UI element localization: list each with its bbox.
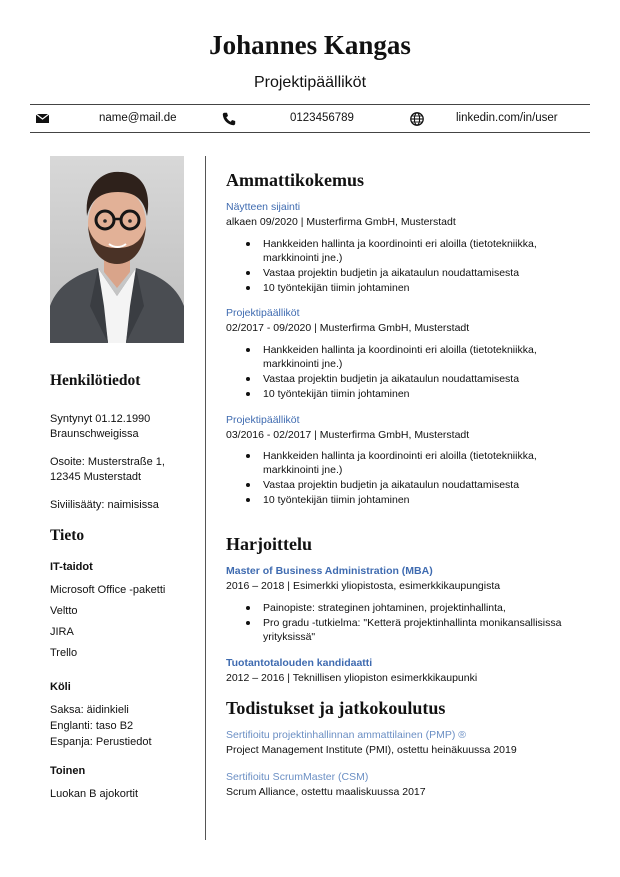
list-item: Vastaa projektin budjetin ja aikataulun noudattamisesta: [243, 478, 583, 492]
it-skill-item: Microsoft Office -paketti: [50, 584, 166, 596]
language-item: Englanti: taso B2: [50, 720, 134, 732]
certificate-title: Sertifioitu ScrumMaster (CSM): [226, 771, 369, 783]
marital-status: Siviilisääty: naimisissa: [50, 499, 159, 511]
contact-linkedin[interactable]: linkedin.com/in/user: [456, 112, 558, 124]
list-item: Hankkeiden hallinta ja koordinointi eri aloilla (tietotekniikka, markkinointi jne.): [243, 449, 583, 477]
resume-role: Projektipäälliköt: [253, 74, 367, 91]
degree-title: Tuotantotalouden kandidaatti: [226, 657, 373, 669]
certificate-meta: Project Management Institute (PMI), ostettu heinäkuussa 2019: [226, 744, 517, 756]
envelope-icon: [36, 113, 49, 124]
job-title: Projektipäälliköt: [226, 414, 300, 426]
column-divider: [205, 156, 206, 840]
list-item: 10 työntekijän tiimin johtaminen: [243, 281, 583, 295]
list-item: Hankkeiden hallinta ja koordinointi eri aloilla (tietotekniikka, markkinointi jne.): [243, 343, 583, 371]
profile-photo: [50, 156, 184, 343]
resume-name: Johannes Kangas: [209, 30, 411, 60]
experience-heading: Ammattikokemus: [226, 170, 364, 190]
birth-date: Syntynyt 01.12.1990: [50, 413, 151, 425]
degree-bullets: [243, 601, 583, 645]
list-item: 10 työntekijän tiimin johtaminen: [243, 493, 583, 507]
job-bullets: [243, 449, 583, 508]
language-item: Espanja: Perustiedot: [50, 736, 152, 748]
personal-heading: Henkilötiedot: [50, 372, 141, 389]
other-heading: Toinen: [50, 765, 86, 777]
list-item: Vastaa projektin budjetin ja aikataulun noudattamisesta: [243, 266, 583, 280]
degree-meta: 2016 – 2018 | Esimerkki yliopistosta, esimerkkikaupungista: [226, 580, 501, 592]
job-meta: 02/2017 - 09/2020 | Musterfirma GmbH, Musterstadt: [226, 322, 470, 334]
languages-heading: Köli: [50, 681, 71, 693]
it-skill-item: JIRA: [50, 626, 74, 638]
degree-meta: 2012 – 2016 | Teknillisen yliopiston esimerkkikaupunki: [226, 672, 478, 684]
list-item: 10 työntekijän tiimin johtaminen: [243, 387, 583, 401]
birth-place: Braunschweigissa: [50, 428, 139, 440]
job-meta: alkaen 09/2020 | Musterfirma GmbH, Musterstadt: [226, 216, 456, 228]
certifications-heading: Todistukset ja jatkokoulutus: [226, 698, 446, 718]
degree-title: Master of Business Administration (MBA): [226, 565, 433, 577]
address-line-2: 12345 Musterstadt: [50, 471, 142, 483]
list-item: Pro gradu -tutkielma: "Ketterä projektinhallinta monikansallisissa yrityksissä": [243, 616, 583, 644]
contact-phone[interactable]: 0123456789: [290, 112, 354, 124]
it-skills-heading: IT-taidot: [50, 561, 93, 573]
address-line-1: Osoite: Musterstraße 1,: [50, 456, 165, 468]
contact-bar: [30, 104, 590, 133]
education-heading: Harjoittelu: [226, 534, 312, 554]
certificate-meta: Scrum Alliance, ostettu maaliskuussa 2017: [226, 786, 426, 798]
job-title: Näytteen sijainti: [226, 201, 301, 213]
certificate-title: Sertifioitu projektinhallinnan ammattilainen (PMP) ®: [226, 729, 467, 741]
job-bullets: [243, 237, 583, 296]
it-skill-item: Veltto: [50, 605, 78, 617]
other-item: Luokan B ajokortit: [50, 788, 139, 800]
job-bullets: [243, 343, 583, 402]
list-item: Painopiste: strateginen johtaminen, projektinhallinta,: [243, 601, 583, 615]
contact-email[interactable]: name@mail.de: [99, 112, 177, 124]
language-item: Saksa: äidinkieli: [50, 704, 129, 716]
globe-icon: [410, 112, 424, 126]
job-title: Projektipäälliköt: [226, 307, 300, 319]
list-item: Vastaa projektin budjetin ja aikataulun noudattamisesta: [243, 372, 583, 386]
knowledge-heading: Tieto: [50, 527, 85, 544]
it-skill-item: Trello: [50, 647, 78, 659]
list-item: Hankkeiden hallinta ja koordinointi eri aloilla (tietotekniikka, markkinointi jne.): [243, 237, 583, 265]
job-meta: 03/2016 - 02/2017 | Musterfirma GmbH, Musterstadt: [226, 429, 470, 441]
phone-icon: [222, 112, 236, 126]
